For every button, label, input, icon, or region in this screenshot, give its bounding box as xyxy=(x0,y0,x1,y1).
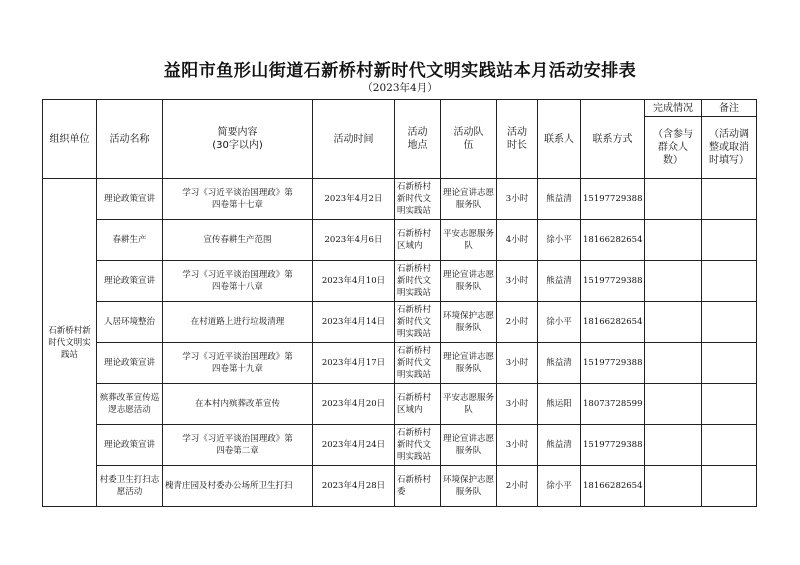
activity-time: 2023年4月2日 xyxy=(313,179,395,220)
activity-content: 学习《习近平谈治国理政》第四卷第二章 xyxy=(163,425,313,466)
activity-place: 石新桥村新时代文明实践站 xyxy=(395,302,441,343)
activity-duration: 3小时 xyxy=(497,343,538,384)
activity-team: 理论宣讲志愿服务队 xyxy=(441,425,497,466)
activity-duration: 2小时 xyxy=(497,466,538,507)
activity-contact: 熊益清 xyxy=(538,343,581,384)
header-place: 活动地点 xyxy=(395,100,441,179)
activity-duration: 4小时 xyxy=(497,220,538,261)
activity-time: 2023年4月28日 xyxy=(313,466,395,507)
remark-cell xyxy=(702,466,757,507)
activity-contact: 熊益清 xyxy=(538,179,581,220)
activity-duration: 3小时 xyxy=(497,261,538,302)
activity-content: 槐青庄园及村委办公场所卫生打扫 xyxy=(163,466,313,507)
table-row xyxy=(43,302,757,343)
activity-team: 平安志愿服务队 xyxy=(441,220,497,261)
table-row xyxy=(43,343,757,384)
activity-content: 在本村内殡葬改革宣传 xyxy=(163,384,313,425)
activity-duration: 3小时 xyxy=(497,425,538,466)
completion-cell xyxy=(645,220,702,261)
activity-content: 宣传春耕生产范围 xyxy=(163,220,313,261)
header-time: 活动时间 xyxy=(313,100,395,179)
activity-phone: 15197729388 xyxy=(581,343,645,384)
activity-name: 理论政策宣讲 xyxy=(97,261,163,302)
activity-phone: 18166282654 xyxy=(581,302,645,343)
activity-team: 理论宣讲志愿服务队 xyxy=(441,261,497,302)
completion-cell xyxy=(645,179,702,220)
activity-time: 2023年4月14日 xyxy=(313,302,395,343)
table-row xyxy=(43,384,757,425)
activity-duration: 3小时 xyxy=(497,179,538,220)
activity-contact: 熊益清 xyxy=(538,261,581,302)
table-row xyxy=(43,220,757,261)
activity-place: 石新桥村区域内 xyxy=(395,384,441,425)
activity-team: 环境保护志愿服务队 xyxy=(441,302,497,343)
activity-time: 2023年4月17日 xyxy=(313,343,395,384)
completion-cell xyxy=(645,466,702,507)
header-content-main: 简要内容 xyxy=(217,127,258,138)
completion-cell xyxy=(645,425,702,466)
activity-place: 石新桥村新时代文明实践站 xyxy=(395,425,441,466)
activity-name: 理论政策宣讲 xyxy=(97,343,163,384)
remark-cell xyxy=(702,179,757,220)
header-content xyxy=(163,100,313,179)
activity-contact: 熊益清 xyxy=(538,425,581,466)
completion-cell xyxy=(645,261,702,302)
activity-content: 学习《习近平谈治国理政》第四卷第十八章 xyxy=(163,261,313,302)
activity-name: 理论政策宣讲 xyxy=(97,179,163,220)
remark-cell xyxy=(702,261,757,302)
header-row-top xyxy=(43,100,757,117)
remark-cell xyxy=(702,220,757,261)
table-row xyxy=(43,261,757,302)
activity-phone: 15197729388 xyxy=(581,261,645,302)
activity-time: 2023年4月20日 xyxy=(313,384,395,425)
activity-time: 2023年4月6日 xyxy=(313,220,395,261)
remark-cell xyxy=(702,384,757,425)
completion-cell xyxy=(645,302,702,343)
activity-name: 理论政策宣讲 xyxy=(97,425,163,466)
activity-name: 村委卫生打扫志愿活动 xyxy=(97,466,163,507)
activity-phone: 18166282654 xyxy=(581,466,645,507)
completion-cell xyxy=(645,343,702,384)
activity-team: 平安志愿服务队 xyxy=(441,384,497,425)
activity-duration: 2小时 xyxy=(497,302,538,343)
activity-team: 环境保护志愿服务队 xyxy=(441,466,497,507)
remark-cell xyxy=(702,425,757,466)
table-row xyxy=(43,466,757,507)
activity-phone: 15197729388 xyxy=(581,425,645,466)
activity-content: 学习《习近平谈治国理政》第四卷第十七章 xyxy=(163,179,313,220)
header-completion-note: （含参与群众人数） xyxy=(645,117,702,179)
activity-phone: 15197729388 xyxy=(581,179,645,220)
header-phone: 联系方式 xyxy=(581,100,645,179)
activity-name: 人居环境整治 xyxy=(97,302,163,343)
document-subtitle: （2023年4月） xyxy=(362,82,438,94)
document-title: 益阳市鱼形山街道石新桥村新时代文明实践站本月活动安排表 xyxy=(163,61,637,81)
activity-contact: 徐小平 xyxy=(538,466,581,507)
header-remark: 备注 xyxy=(702,100,757,117)
header-name: 活动名称 xyxy=(97,100,163,179)
header-duration: 活动时长 xyxy=(497,100,538,179)
table-row xyxy=(43,425,757,466)
activity-team: 理论宣讲志愿服务队 xyxy=(441,343,497,384)
header-team: 活动队伍 xyxy=(441,100,497,179)
header-contact: 联系人 xyxy=(538,100,581,179)
header-org: 组织单位 xyxy=(43,100,97,179)
activity-table xyxy=(42,99,757,507)
header-remark-note: （活动调整或取消时填写） xyxy=(702,117,757,179)
activity-contact: 熊运阳 xyxy=(538,384,581,425)
activity-content: 学习《习近平谈治国理政》第四卷第十九章 xyxy=(163,343,313,384)
header-completion: 完成情况 xyxy=(645,100,702,117)
activity-phone: 18073728599 xyxy=(581,384,645,425)
activity-team: 理论宣讲志愿服务队 xyxy=(441,179,497,220)
remark-cell xyxy=(702,302,757,343)
activity-duration: 3小时 xyxy=(497,384,538,425)
activity-phone: 18166282654 xyxy=(581,220,645,261)
activity-name: 春耕生产 xyxy=(97,220,163,261)
table-row xyxy=(43,179,757,220)
activity-place: 石新桥村新时代文明实践站 xyxy=(395,261,441,302)
org-unit-cell: 石新桥村新时代文明实践站 xyxy=(43,179,97,507)
completion-cell xyxy=(645,384,702,425)
activity-contact: 徐小平 xyxy=(538,302,581,343)
activity-place: 石新桥村新时代文明实践站 xyxy=(395,343,441,384)
activity-contact: 徐小平 xyxy=(538,220,581,261)
activity-place: 石新桥村区域内 xyxy=(395,220,441,261)
activity-place: 石新桥村新时代文明实践站 xyxy=(395,179,441,220)
activity-place: 石新桥村委 xyxy=(395,466,441,507)
activity-content: 在村道路上进行垃圾清理 xyxy=(163,302,313,343)
activity-time: 2023年4月24日 xyxy=(313,425,395,466)
activity-time: 2023年4月10日 xyxy=(313,261,395,302)
remark-cell xyxy=(702,343,757,384)
header-content-note: (30字以内) xyxy=(212,140,263,151)
activity-name: 殡葬改革宣传巡逻志愿活动 xyxy=(97,384,163,425)
